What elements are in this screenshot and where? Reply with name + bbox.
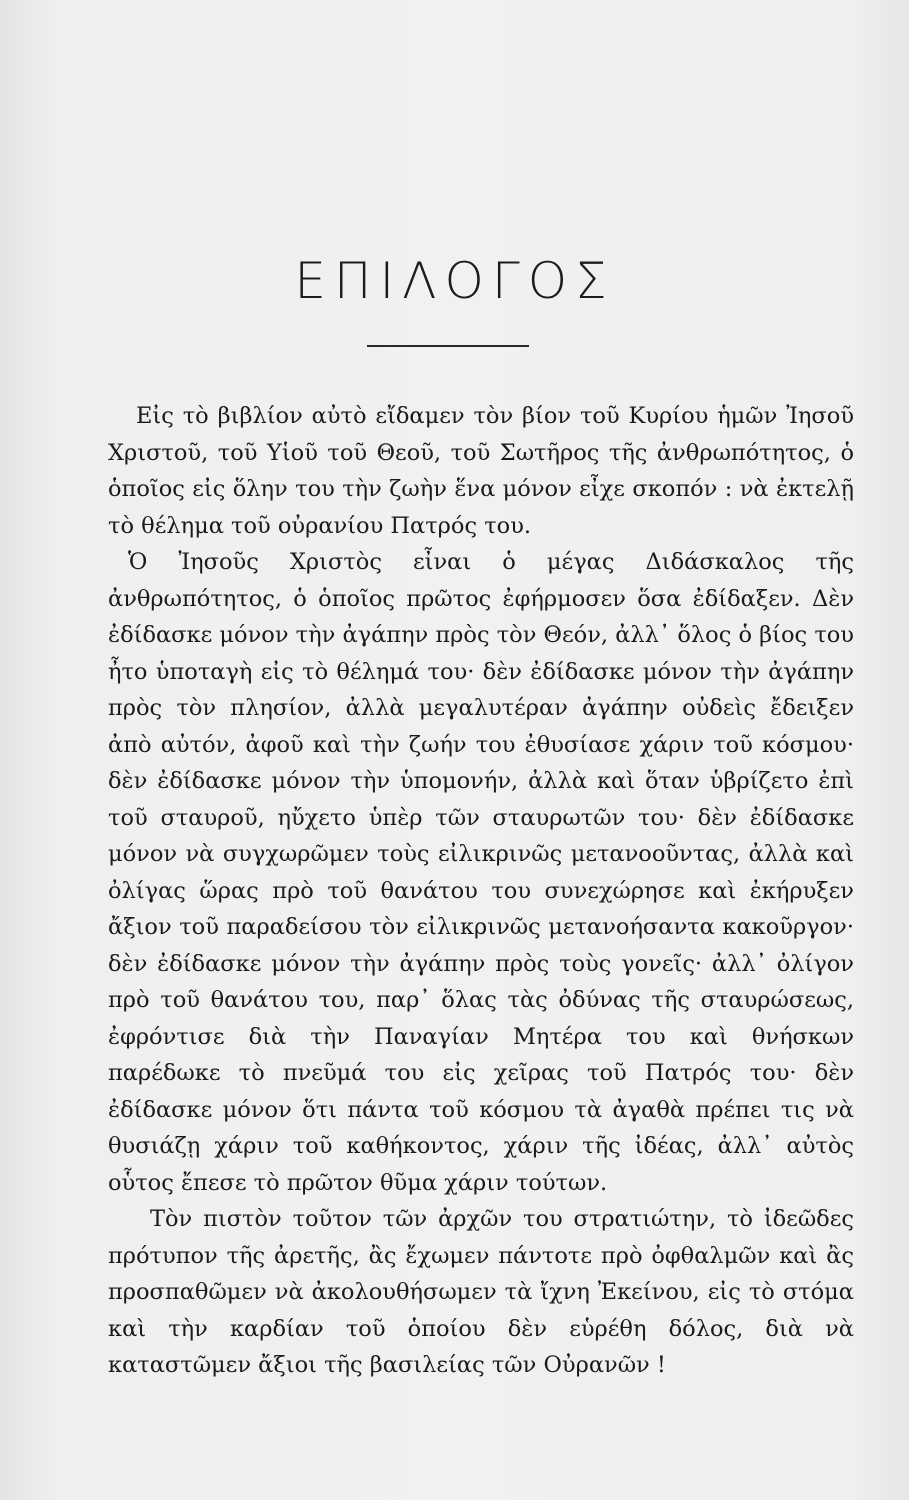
paragraph-2: Ὁ Ἰησοῦς Χριστὸς εἶναι ὁ μέγας Διδάσκαλος τῆς ἀνθρωπότητος, ὁ ὁποῖος πρῶτος ἐφήρμοσεν ὅσα ἐδίδαξεν. Δὲν ἐδίδασκε μόνον τὴν ἀγάπην πρὸς τὸν Θεόν, ἀλλ᾿ ὅλος ὁ βίος του ἦτο ὑποταγὴ εἰς τὸ θέλημά του· δὲν ἐδίδασκε μόνον τὴν ἀγάπην πρὸς τὸν πλησίον, ἀλλὰ μεγαλυτέραν ἀγάπην οὐδεὶς ἔδειξεν ἀπὸ αὐτόν, ἀφοῦ καὶ τὴν ζωήν του ἐθυσίασε χάριν τοῦ κόσμου· δὲν ἐδίδασκε μόνον τὴν ὑπομονήν, ἀλλὰ καὶ ὅταν ὑβρίζετο ἐπὶ τοῦ σταυροῦ, ηὔχετο ὑπὲρ τῶν σταυρωτῶν του· δὲν ἐδίδασκε μόνον νὰ συγχωρῶμεν τοὺς εἰλικρινῶς μετανοοῦντας, ἀλλὰ καὶ ὀλίγας ὥρας πρὸ τοῦ θανάτου του συνεχώρησε καὶ ἐκήρυξεν ἄξιον τοῦ παραδείσου τὸν εἰλικρινῶς μετανοήσαντα κακοῦργον· δὲν ἐδίδασκε μόνον τὴν ἀγάπην πρὸς τοὺς γονεῖς· ἀλλ᾿ ὀλίγον πρὸ τοῦ θανάτου του, παρ᾿ ὅλας τὰς ὀδύνας τῆς σταυρώσεως, ἐφρόντισε διὰ τὴν Παναγίαν Μητέρα του καὶ θνήσκων παρέδωκε τὸ πνεῦμά του εἰς χεῖρας τοῦ Πατρός του· δὲν ἐδίδασκε μόνον ὅτι πάντα τοῦ κόσμου τὰ ἀγαθὰ πρέπει τις νὰ θυσιάζῃ χάριν τοῦ καθήκοντος, χάριν τῆς ἰδέας, ἀλλ᾿ αὐτὸς οὗτος ἔπεσε τὸ πρῶτον θῦμα χάριν τούτων.	[108, 549, 854, 1196]
paragraph-1: Εἰς τὸ βιβλίον αὐτὸ εἴδαμεν τὸν βίον τοῦ Κυρίου ἡμῶν Ἰησοῦ Χριστοῦ, τοῦ Υἱοῦ τοῦ Θεοῦ, τοῦ Σωτῆρος τῆς ἀνθρωπότητος, ὁ ὁποῖος εἰς ὅλην του τὴν ζωὴν ἕνα μόνον εἶχε σκοπόν : νὰ ἐκτελῇ τὸ θέλημα τοῦ οὐρανίου Πατρός του.	[108, 403, 854, 539]
paragraph-3: Τὸν πιστὸν τοῦτον τῶν ἀρχῶν του στρατιώτην, τὸ ἰδεῶδες πρότυπον τῆς ἀρετῆς, ἂς ἔχωμεν πάντοτε πρὸ ὀφθαλμῶν καὶ ἂς προσπαθῶμεν νὰ ἀκολουθήσωμεν τὰ ἴχνη Ἐκείνου, εἰς τὸ στόμα καὶ τὴν καρδίαν τοῦ ὁποίου δὲν εὑρέθη δόλος, διὰ νὰ καταστῶμεν ἄξιοι τῆς βασιλείας τῶν Οὐρανῶν !	[108, 1206, 854, 1378]
body-text	[108, 398, 854, 1384]
title-divider	[367, 345, 529, 347]
page-title: ΕΠΙΛΟΓΟΣ	[294, 252, 615, 310]
